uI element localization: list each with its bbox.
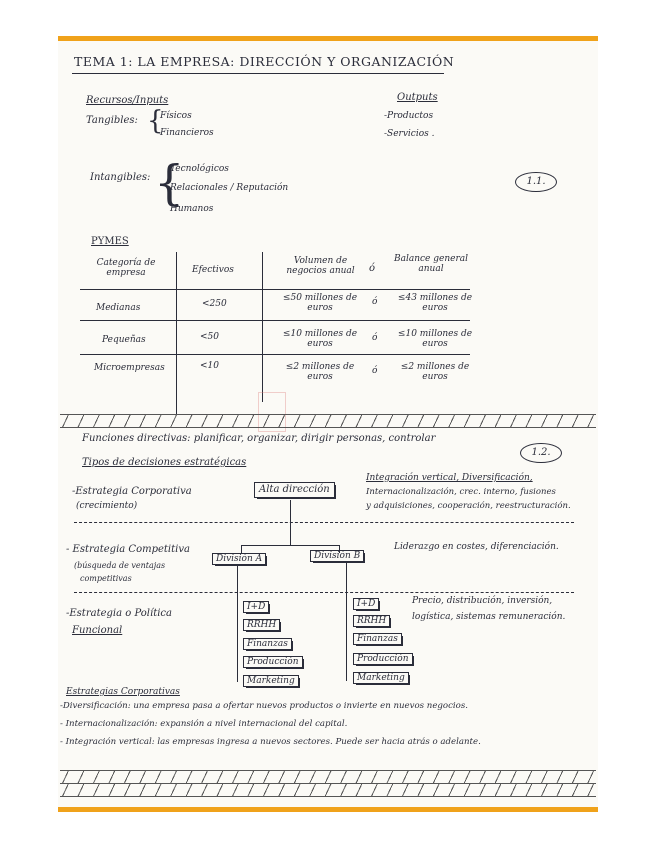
org-node-top: Alta dirección [254, 482, 335, 498]
table-cell: Medianas [96, 303, 141, 313]
org-node-division-b: División B [310, 550, 364, 562]
table-cell: Microempresas [94, 363, 165, 373]
intangible-item: Humanos [170, 204, 214, 214]
dept-a: Marketing [243, 675, 299, 687]
dept-b: Marketing [353, 672, 409, 684]
org-connector [241, 545, 242, 553]
strategy-corporativa-note: (crecimiento) [76, 501, 138, 511]
intangibles-brace: { [154, 155, 185, 211]
resources-heading: Recursos/Inputs [86, 95, 169, 106]
table-cell: <10 [200, 361, 219, 371]
note-corporativa: Internacionalización, crec. interno, fusiones [366, 487, 556, 497]
org-connector [346, 563, 347, 681]
dept-b: Producción [353, 653, 413, 665]
tangibles-label: Tangibles: [86, 115, 138, 126]
org-connector [237, 566, 238, 682]
table-cell: <250 [202, 299, 227, 309]
org-connector [241, 545, 339, 546]
section-mark-1-1: 1.1. [515, 172, 557, 192]
strategy-competitiva-note: competitivas [80, 574, 132, 583]
dept-a: RRHH [243, 619, 280, 631]
pymes-heading: PYMES [91, 236, 129, 247]
hatched-divider [60, 783, 596, 797]
dept-b: I+D [353, 598, 379, 610]
note-corporativa: y adquisiciones, cooperación, reestructuración. [366, 501, 571, 511]
output-item: -Productos [384, 111, 434, 121]
corporativas-line: -Diversificación: una empresa pasa a ofertar nuevos productos o invierte en nuevos negocios. [60, 701, 468, 711]
tangible-item: Financieros [160, 128, 214, 138]
table-cell: ≤43 millones de euros [397, 293, 473, 314]
strategy-competitiva: - Estrategia Competitiva [66, 544, 190, 555]
table-cell: Pequeñas [102, 335, 146, 345]
strategy-funcional-label: Funcional [72, 625, 123, 636]
tangibles-brace: { [147, 106, 164, 136]
note-corporativa: Integración vertical, Diversificación, [366, 473, 533, 483]
dept-a: Finanzas [243, 638, 292, 650]
table-column-rule [176, 252, 177, 414]
dept-a: Producción [243, 656, 303, 668]
tangible-item: Físicos [160, 111, 192, 121]
table-cell: <50 [200, 332, 219, 342]
dept-b: Finanzas [353, 633, 402, 645]
corporativas-line: - Integración vertical: las empresas ingresa a nuevos sectores. Puede ser hacia atrás o adelante. [60, 737, 481, 747]
dept-b: RRHH [353, 615, 390, 627]
table-cell: ó [372, 333, 378, 343]
funciones-directivas: Funciones directivas: planificar, organizar, dirigir personas, controlar [82, 433, 436, 444]
strategy-corporativa: -Estrategia Corporativa [72, 486, 192, 497]
outputs-heading: Outputs [397, 92, 438, 103]
page-title: TEMA 1: LA EMPRESA: DIRECCIÓN Y ORGANIZACIÓN [74, 54, 455, 69]
corporativas-heading: Estrategias Corporativas [66, 687, 180, 697]
output-item: -Servicios . [384, 129, 435, 139]
table-cell: ≤10 millones de euros [397, 329, 473, 350]
org-node-division-a: División A [212, 553, 266, 565]
table-cell: ≤2 millones de euros [400, 362, 470, 383]
table-cell: ≤50 millones de euros [282, 293, 358, 314]
section-mark-1-2: 1.2. [520, 443, 562, 463]
table-cell: ≤10 millones de euros [282, 329, 358, 350]
org-connector [290, 500, 291, 545]
table-header-rule [80, 289, 470, 290]
table-cell: ó [372, 297, 378, 307]
table-cell: ó [372, 366, 378, 376]
dashed-separator [74, 592, 574, 593]
intangible-item: Relacionales / Reputación [170, 183, 289, 193]
hatched-divider [60, 414, 596, 428]
col-header-category: Categoría de empresa [96, 258, 156, 279]
table-cell: ≤2 millones de euros [285, 362, 355, 383]
table-row-rule [80, 354, 470, 355]
note-competitiva: Liderazgo en costes, diferenciación. [394, 542, 559, 552]
note-funcional: Precio, distribución, inversión, [412, 596, 553, 606]
col-header-or: ó [369, 263, 376, 274]
dept-a: I+D [243, 601, 269, 613]
col-header-balance: Balance general anual [393, 254, 468, 275]
table-row-rule [80, 320, 470, 321]
strategy-funcional: -Estrategia o Política [66, 608, 172, 619]
title-underline [72, 73, 444, 74]
note-funcional: logística, sistemas remuneración. [412, 612, 566, 622]
col-header-efectivos: Efectivos [192, 265, 234, 275]
tipos-heading: Tipos de decisiones estratégicas [82, 457, 247, 468]
dashed-separator [74, 522, 574, 523]
hatched-divider [60, 770, 596, 784]
col-header-volumen: Volumen de negocios anual [286, 256, 355, 277]
table-column-rule [262, 252, 263, 402]
strategy-competitiva-note: (búsqueda de ventajas [74, 561, 166, 570]
intangibles-label: Intangibles: [90, 172, 151, 183]
corporativas-line: - Internacionalización: expansión a nivel internacional del capital. [60, 719, 348, 729]
intangible-item: Tecnológicos [170, 164, 229, 174]
